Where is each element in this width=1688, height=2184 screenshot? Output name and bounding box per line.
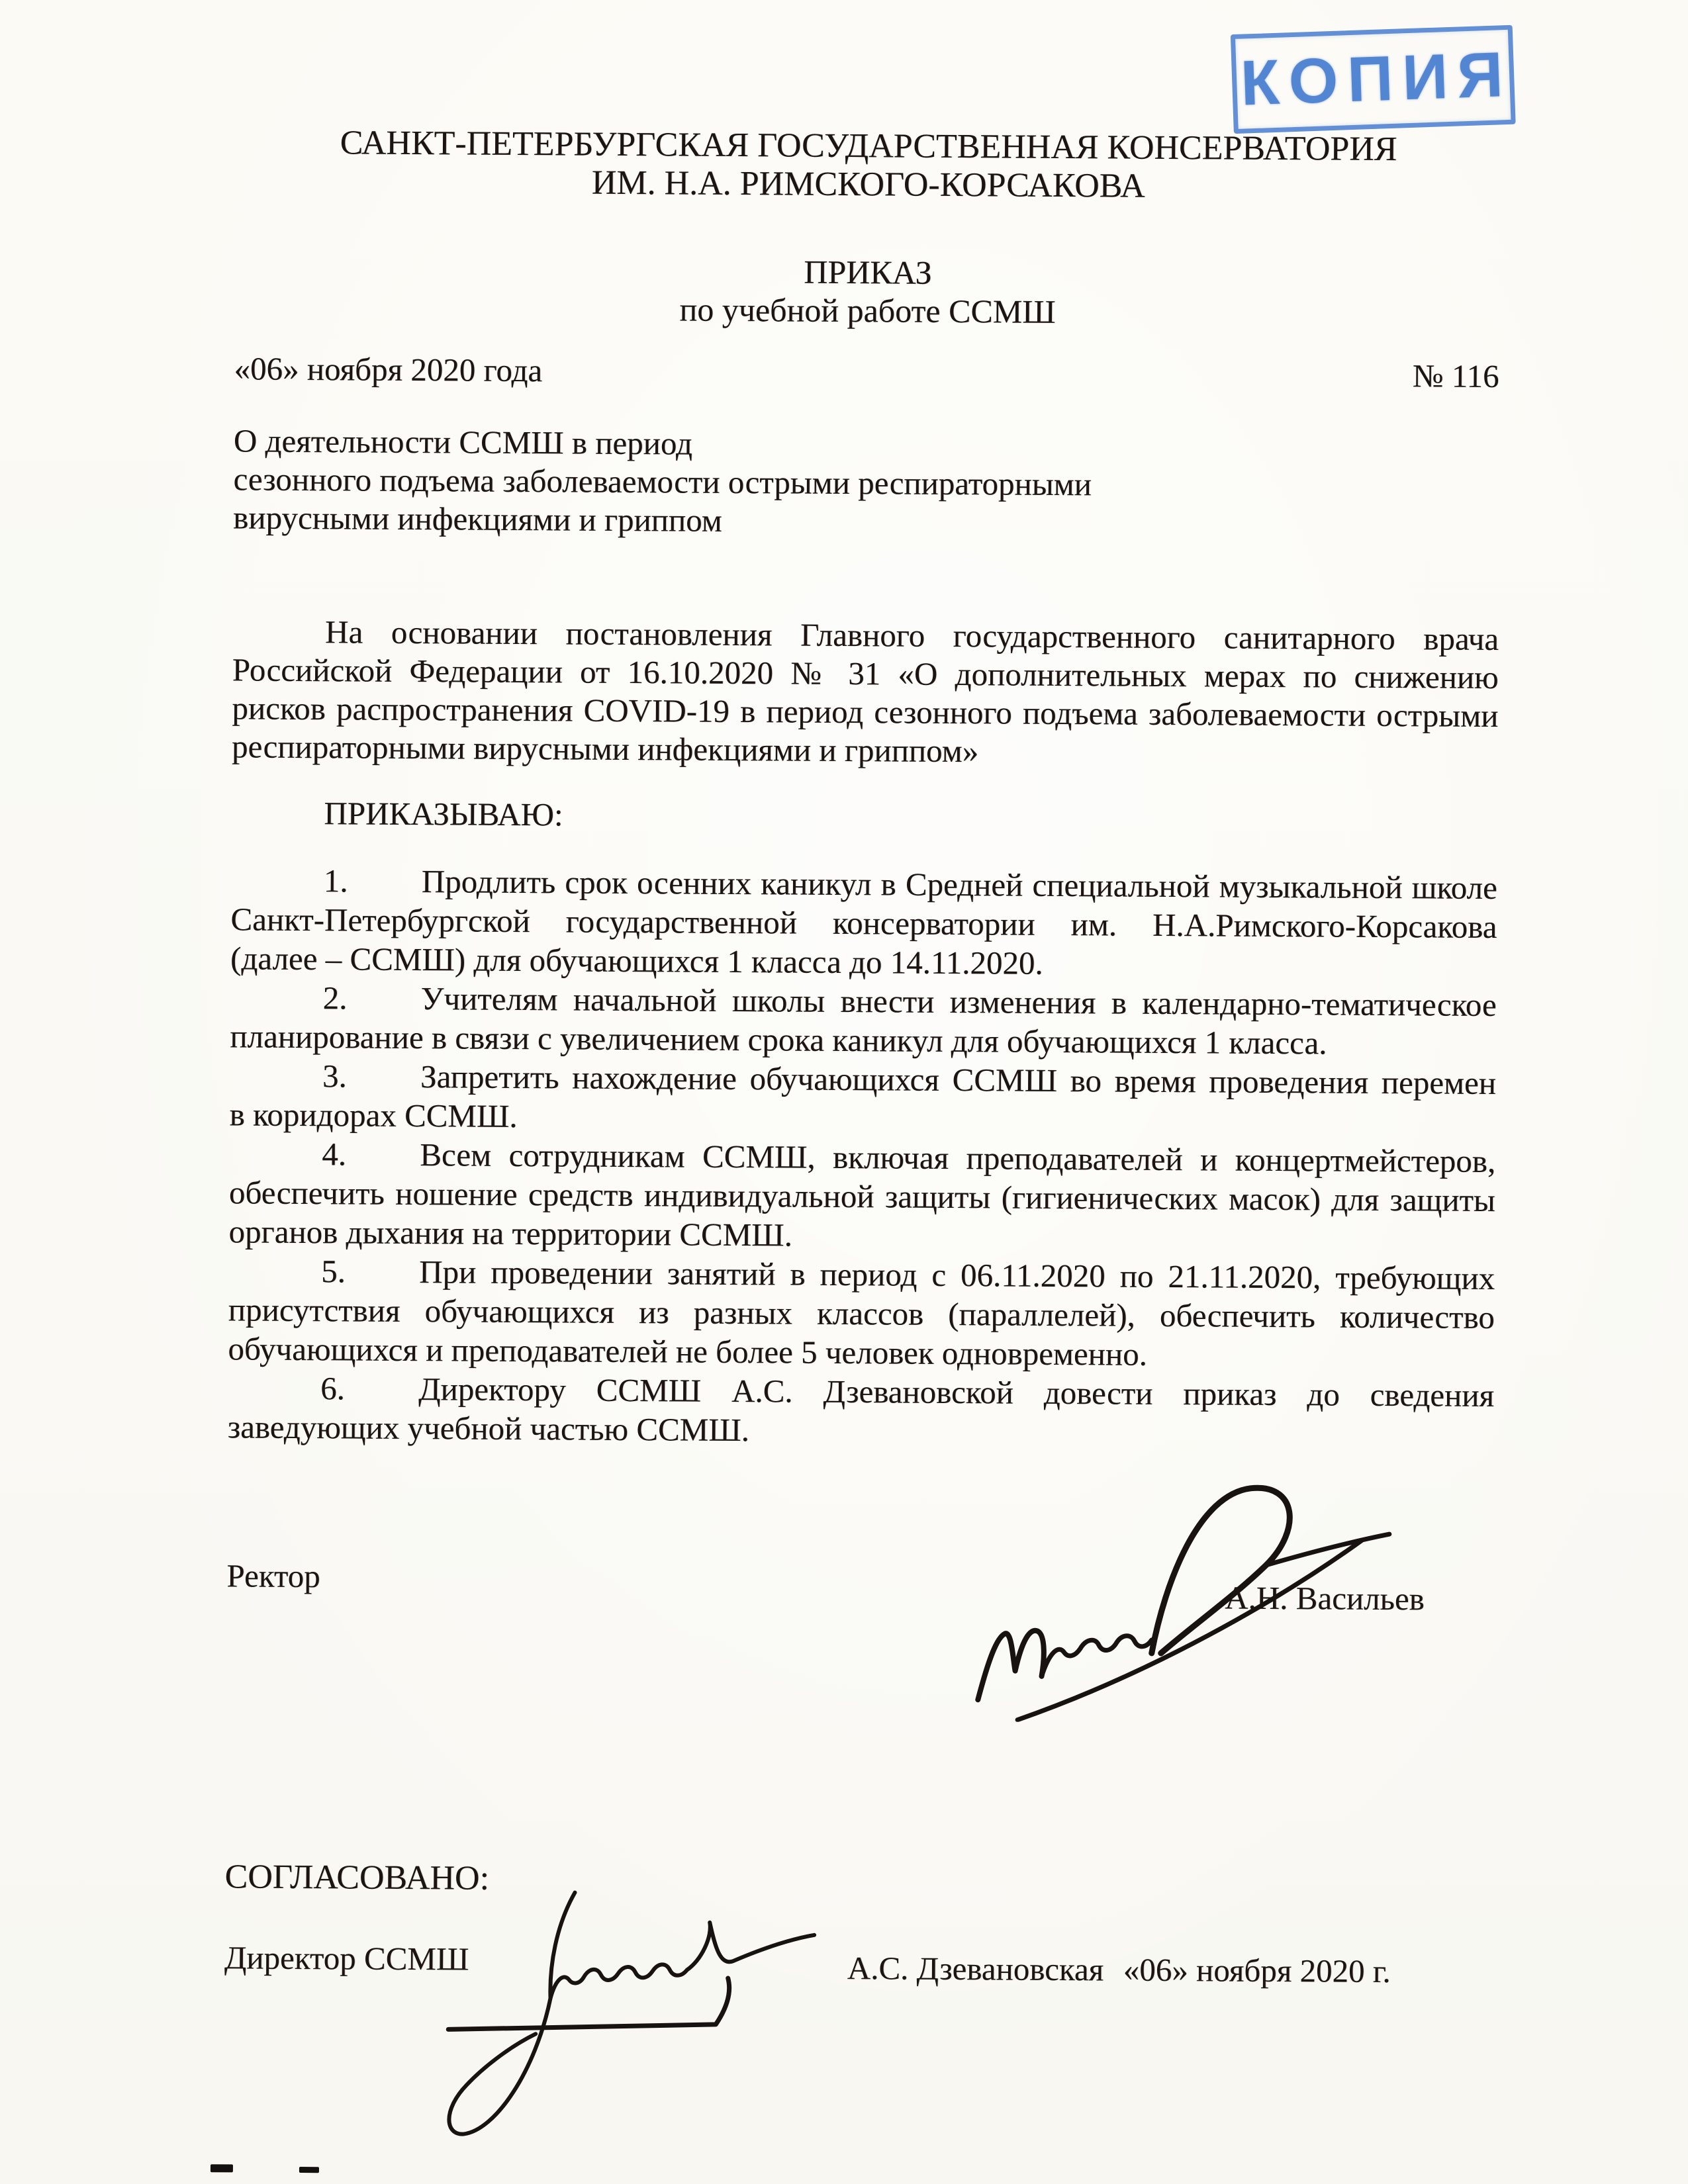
subject-line: сезонного подъема заболеваемости острыми респираторными [233, 461, 1092, 503]
document-subtitle: по учебной работе ССМШ [679, 291, 1056, 330]
document-date: «06» ноября 2020 года [234, 350, 543, 389]
director-name: А.С. Дзевановская [847, 1950, 1104, 1988]
rector-name: А.Н. Васильев [1225, 1579, 1425, 1617]
order-item-line: присутствия обучающихся из разных классов (параллелей), обеспечить количество [228, 1291, 1495, 1336]
item-text: При проведении занятий в период с 06.11.2020 по 21.11.2020, требующих [419, 1253, 1495, 1297]
preamble-line: На основании постановления Главного государственного санитарного врача [324, 614, 1499, 658]
item-text: Учителям начальной школы внести изменения в календарно-тематическое [420, 980, 1497, 1024]
item-text: Директору ССМШ А.С. Дзевановской довести приказ до сведения [418, 1371, 1495, 1414]
scan-artifact [211, 2164, 233, 2172]
copy-stamp-label: КОПИЯ [1239, 38, 1514, 119]
organization-name-line1: САНКТ-ПЕТЕРБУРГСКАЯ ГОСУДАРСТВЕННАЯ КОНСЕРВАТОРИЯ [340, 124, 1397, 169]
order-item-line: в коридорах ССМШ. [229, 1096, 518, 1135]
document-number: № 116 [1412, 357, 1499, 395]
item-text: Продлить срок осенних каникул в Средней специальной музыкальной школе [421, 863, 1497, 907]
order-item-line: планирование в связи с увеличением срока каникул для обучающихся 1 класса. [230, 1018, 1327, 1062]
rector-title: Ректор [226, 1557, 320, 1595]
order-item-line: обеспечить ношение средств индивидуальной защиты (гигиенических масок) для защиты [228, 1174, 1496, 1219]
order-item-line: Санкт-Петербургской государственной консерватории им. Н.А.Римского-Корсакова [230, 901, 1497, 946]
director-title: Директор ССМШ [224, 1939, 469, 1978]
item-number: 4. [322, 1136, 347, 1173]
order-word: ПРИКАЗЫВАЮ: [324, 795, 563, 833]
subject-line: вирусными инфекциями и гриппом [233, 499, 722, 539]
item-text: Запретить нахождение обучающихся ССМШ во время проведения перемен [420, 1058, 1497, 1102]
subject-block [233, 422, 1500, 545]
order-item-line: органов дыхания на территории ССМШ. [228, 1213, 793, 1253]
item-number: 3. [322, 1058, 347, 1095]
approval-label: СОГЛАСОВАНО: [224, 1858, 490, 1897]
item-text: Всем сотрудникам ССМШ, включая преподавателей и концертмейстеров, [420, 1136, 1496, 1180]
item-number: 1. [323, 862, 348, 899]
order-item-line: обучающихся и преподавателей не более 5 человек одновременно. [228, 1330, 1148, 1373]
preamble-paragraph [232, 612, 1499, 774]
copy-stamp [1231, 25, 1516, 134]
organization-name [235, 123, 1502, 208]
document-type: ПРИКАЗ [804, 253, 932, 291]
order-item-line: (далее – ССМШ) для обучающихся 1 класса до 14.11.2020. [230, 940, 1043, 981]
item-number: 6. [320, 1370, 346, 1407]
order-items-list [228, 860, 1497, 1454]
item-number: 2. [322, 979, 348, 1017]
preamble-line: респираторными вирусными инфекциями и гриппом» [231, 728, 979, 770]
organization-name-line2: ИМ. Н.А. РИМСКОГО-КОРСАКОВА [591, 163, 1145, 205]
document-title [234, 249, 1501, 334]
preamble-line: рисков распространения COVID-19 в период сезонного подъема заболеваемости острыми [232, 690, 1499, 735]
order-item-line: заведующих учебной частью ССМШ. [227, 1408, 750, 1449]
preamble-line: Российской Федерации от 16.10.2020 № 31 «О дополнительных мерах по снижению [232, 651, 1499, 696]
subject-line: О деятельности ССМШ в период [233, 422, 693, 462]
director-signature [416, 1872, 857, 2142]
approval-date: «06» ноября 2020 г. [1123, 1951, 1391, 1990]
item-number: 5. [321, 1253, 346, 1290]
date-number-row [234, 349, 1500, 396]
scan-artifact [299, 2167, 319, 2173]
